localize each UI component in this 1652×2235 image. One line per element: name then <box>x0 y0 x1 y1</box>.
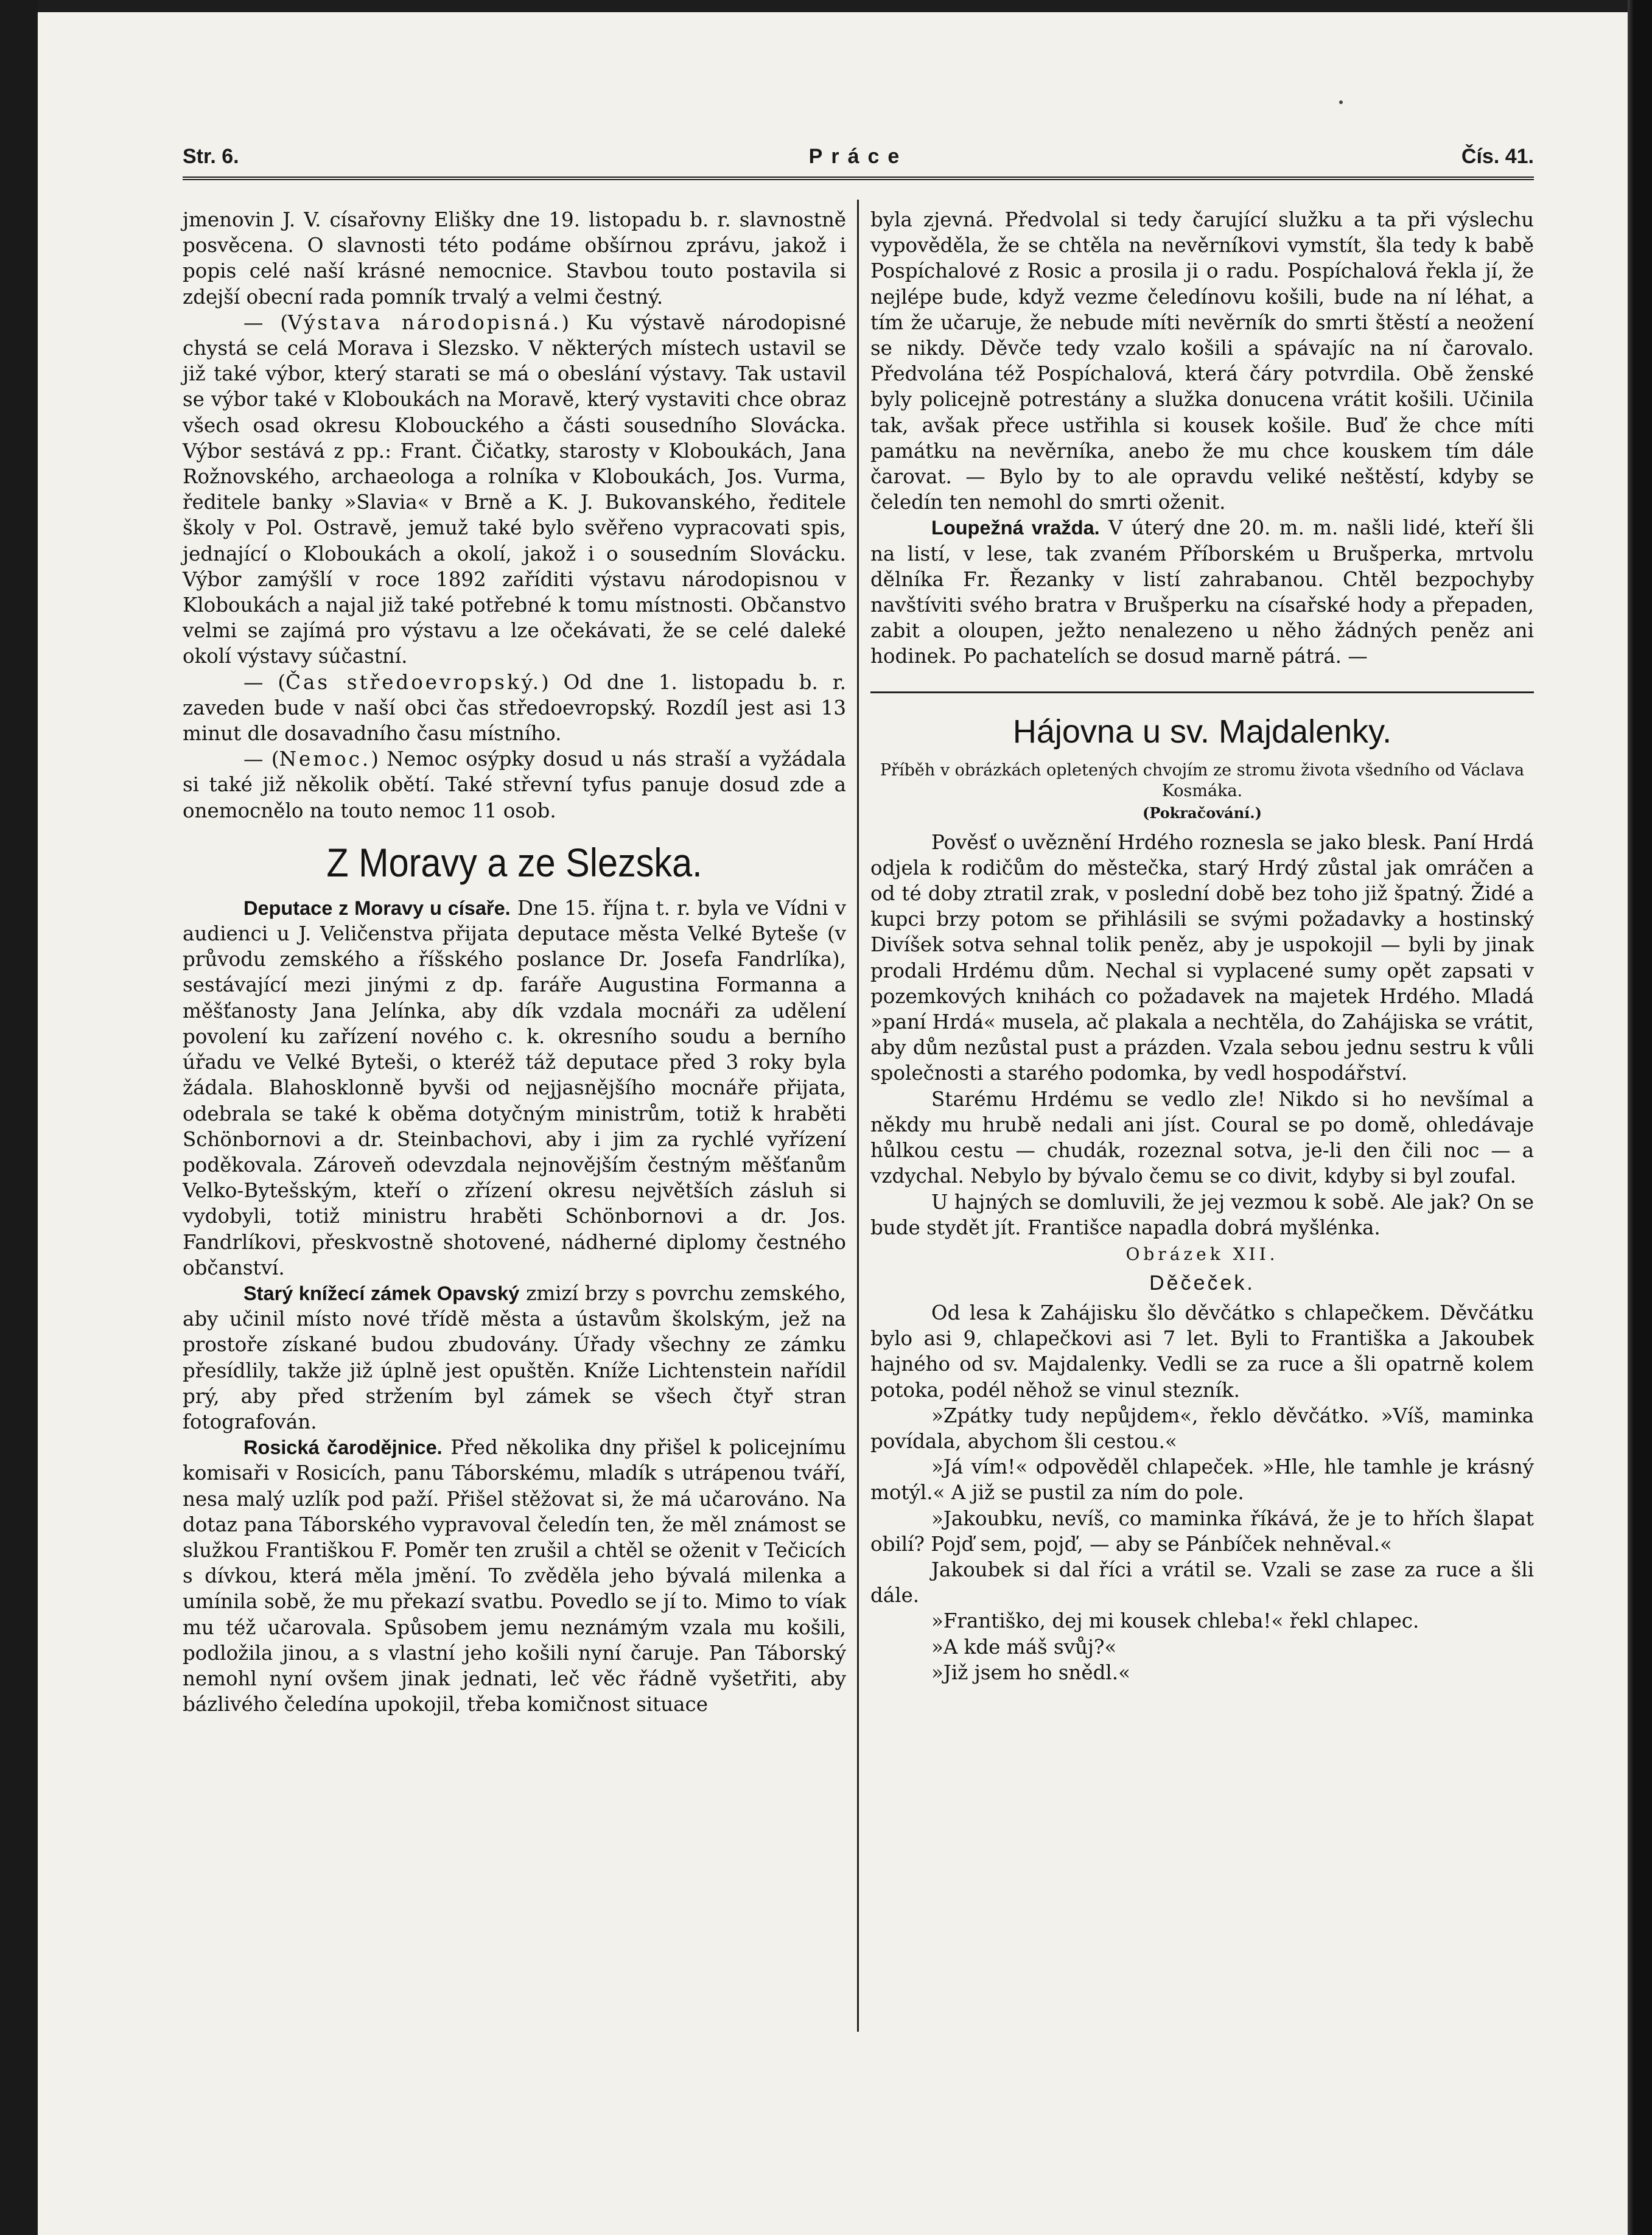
story-paragraph: »Již jsem ho snědl.« <box>931 1660 1130 1684</box>
article-heading: Loupežná vražda. <box>931 517 1100 539</box>
article-text: ) Ku výstavě národopisné chystá se celá Morava i Slezsko. V některých místech ustavil se již také výbor, který starati se má o obeslání výstavy. Tak ustavil se výbor také v Kloboukách na Moravě, který vystaviti chce obraz všech osad okresu Klobouckého a části sousedního Slovácka. Výbor sestává z pp.: Frant. Čičatky, starosty v Kloboukách, Jana Rožnovského, archaeologa a rolníka v Kloboukách, Jos. Vurma, ředitele banky »Slavia« v Brně a K. J. Bukovanského, ředitele školy v Pol. Ostravě, jemuž také bylo svěřeno vypracovati spis, jednající o Kloboukách a okolí, jakož i o sousedním Slovácku. Výbor zamýšlí v roce 1892 zaříditi výstavu národopisnou v Kloboukách a najal již také potřebné k tomu místnosti. Občanstvo velmi se zajímá pro výstavu a lze očekávati, že se celé daleké okolí výstavy súčastní. <box>183 310 846 668</box>
story-paragraph: Pověsť o uvěznění Hrdého roznesla se jako blesk. Paní Hrdá odjela k rodičům do městečka, starý Hrdý zůstal jak omráčen a od té doby ztratil zrak, v poslední době bez toho již špatný. Židé a kupci brzy potom se přihlásili se svými požadavky a hostinský Divíšek sotva sehnal tolik peněz, aby je uspokojil — byli by jinak prodali Hrdému dům. Nechal si vyplacené sumy opět zapsati v pozemkových knihách co požadavek na majetek Hrdého. Mladá »paní Hrdá« musela, ač plakala a nechtěla, do Zahájiska se vrátit, aby dům nezůstal pust a prázden. Vzala sebou jednu sestru k vůli společnosti a starého podomka, by vedl hospodářství. <box>870 830 1534 1085</box>
story-paragraph: »A kde máš svůj?« <box>931 1635 1117 1659</box>
article-paragraph <box>183 895 846 1281</box>
page-content <box>183 140 1534 2088</box>
article-paragraph <box>183 746 846 824</box>
page-header <box>183 140 1534 177</box>
article-text: zmizí brzy s povrchu zemského, aby učinil místo nové třídě města a ústavům školským, jež na prostoře získané budou zbudovány. Úřady všechny ze zámku přesídlily, takže již úplně jest opuštěn. Kníže Lichtenstein nařídil prý, aby před stržením byl zámek se všech čtyř stran fotografován. <box>183 1281 847 1433</box>
issue-number: Čís. 41. <box>1461 145 1534 168</box>
article-paragraph <box>870 515 1534 669</box>
article-heading: Výstava národopisná. <box>287 310 562 334</box>
article-text: V úterý dne 20. m. m. našli lidé, kteří šli na listí, v lese, tak zvaném Příborském u Brušperka, mrtvolu dělníka Fr. Řezanky v listí zahrabanou. Chtěl bezpochyby navštíviti svého bratra v Brušperku na císařské hody a přepaden, zabit a oloupen, ježto nenalezeno u něho žádných peněz ani hodinek. Po pachatelích se dosud marně pátrá. — <box>870 516 1535 668</box>
scan-edge-top <box>0 0 1652 12</box>
dash: — ( <box>243 670 286 694</box>
story-title: Hájovna u sv. Majdalenky. <box>1012 713 1392 750</box>
article-paragraph <box>183 1435 846 1717</box>
continued-note: (Pokračování.) <box>1143 803 1262 822</box>
section-title: Z Moravy a ze Slezska. <box>326 839 702 885</box>
story-paragraph: U hajných se domluvili, že jej vezmou k sobě. Ale jak? On se bude stydět jít. Františce napadla dobrá myšlénka. <box>870 1190 1534 1239</box>
article-text: Před několika dny přišel k policejnímu komisaři v Rosicích, panu Táborskému, mladík s utrápenou tváří, nesa malý uzlík pod paží. Přišel stěžovat si, že má učarováno. Na dotaz pana Táborského vypravoval čeledín ten, že měl známost se služkou Františkou F. Poměr ten zrušil a chtěl se oženit v Tečicích s dívkou, která měla jmění. To zvěděla jeho bývalá milenka a umínila sobě, že mu překazí svatbu. Povedlo se jí to. Mimo to víak mu též učarovala. Spůsobem jemu neznámým vzala mu košili, podložila jinou, a s vlastní jeho košili nyní čaruje. Pan Táborský nemohl nyní ovšem jinak jednati, leč věc řádně vyšetřiti, aby bázlivého čeledína upokojil, třeba komičnost situace <box>183 1436 846 1716</box>
story-paragraph: Od lesa k Zahájisku šlo děvčátko s chlapečkem. Děvčátku bylo asi 9, chlapečkovi asi 7 let. Byli to Františka a Jakoubek hajného od sv. Majdalenky. Vedli se za ruce a šli opatrně kolem potoka, podél něhož se vinul stezník. <box>870 1301 1534 1402</box>
article-heading: Deputace z Moravy u císaře. <box>243 897 511 919</box>
chapter-number: Obrázek XII. <box>1125 1243 1279 1264</box>
story-paragraph: »Františko, dej mi kousek chleba!« řekl chlapec. <box>931 1609 1419 1633</box>
left-column <box>183 207 846 1717</box>
header-rule <box>183 177 1534 180</box>
right-column <box>870 207 1534 1685</box>
article-text: ) Od dne 1. listopadu b. r. zaveden bude v naší obci čas středoevropský. Rozdíl jest asi 13 minut dle dosavadního času místního. <box>183 670 846 746</box>
article-text: Dne 15. října t. r. byla ve Vídni v audienci u J. Veličenstva přijata deputace města Velké Byteše (v průvodu zemského a říšského poslance Dr. Josefa Fandrlíka), sestávající mezi jinými z dp. faráře Augustina Formanna a měšťanosty Jana Jelínka, aby dík vzdala mocnáři za udělení povolení ku zařízení nového c. k. okresního soudu a berního úřadu ve Velké Byteši, o kteréž táž deputace před 3 roky byla žádala. Blahosklonně byvši od nejjasnějšího mocnáře přijata, odebrala se také k oběma dotyčným ministrům, totiž k hraběti Schönbornovi a dr. Steinbachovi, aby i jim za rychlé vyřízení poděkovala. Zároveň odevzdala nejnovějším čestným měšťanům Velko-Bytešským, kteří o zřízení okresu největších zásluh si vydobyli, totiž ministru hraběti Schönbornovi a dr. Jos. Fandrlíkovi, přeskvostně shotovené, nádherné diplomy čestného občanství. <box>183 896 846 1279</box>
article-heading: Čas středoevropský. <box>285 670 542 694</box>
scan-edge-left <box>0 0 38 2235</box>
section-rule <box>870 691 1534 693</box>
newspaper-title: Práce <box>808 145 908 168</box>
story-paragraph: »Jakoubku, nevíš, co maminka říkává, že je to hřích šlapat obilí? Pojď sem, pojď, — aby se Pánbíček nehněval.« <box>870 1506 1534 1556</box>
scan-edge-right <box>1628 0 1652 2235</box>
article-heading: Rosická čarodějnice. <box>243 1436 443 1459</box>
article-paragraph <box>183 310 846 670</box>
page-number: Str. 6. <box>183 145 239 168</box>
article-paragraph <box>183 1281 846 1435</box>
chapter-title: Děčeček. <box>1149 1271 1255 1295</box>
column-divider <box>857 200 859 2032</box>
article-paragraph: byla zjevná. Předvolal si tedy čarující služku a ta při výslechu vypověděla, že se chtěla na nevěrníkovi vymstít, šla tedy k babě Pospíchalové z Rosic a prosila ji o radu. Pospíchalová řekla jí, že nejlépe bude, když vezme čeledínovu košili, bude na ní léhat, a tím že učaruje, že nebude míti nevěrník do smrti štěstí a neožení se nikdy. Děvče tedy vzalo košili a spávajíc na ní čarovalo. Předvolána též Pospíchalová, která čáry potvrdila. Obě ženské byly policejně potrestány a služka donucena vrátit košili. Učinila tak, avšak přece ustřihla si kousek košile. Buď že chce míti památku na nevěrníka, anebo že mu chce kouskem tím dále čarovat. — Bylo by to ale opravdu veliké neštěstí, kdyby se čeledín ten nemohl do smrti oženit. <box>870 208 1534 514</box>
story-paragraph: Starému Hrdému se vedlo zle! Nikdo si ho nevšímal a někdy mu hrubě nedali ani jíst. Coural se po domě, ohledávaje hůlkou cestu — chudák, rozeznal sotva, je-li den čili noc — a vzdychal. Nebylo by bývalo čemu se co divit, kdyby si byl zoufal. <box>870 1087 1534 1188</box>
article-paragraph: jmenovin J. V. císařovny Elišky dne 19. listopadu b. r. slavnostně posvěcena. O slavnosti této podáme obšírnou zprávu, jakož i popis celé naší krásné nemocnice. Stavbou touto postavila si zdejší obecní rada pomník trvalý a velmi čestný. <box>183 208 846 309</box>
dash: — ( <box>243 747 279 771</box>
story-paragraph: Jakoubek si dal říci a vrátil se. Vzali se zase za ruce a šli dále. <box>870 1558 1534 1607</box>
article-text: ) Nemoc osýpky dosud u nás straší a vyžádala si také již několik obětí. Také střevní tyfus panuje dosud zde a onemocnělo na touto nemoc 11 osob. <box>183 747 846 822</box>
dash: — ( <box>243 310 288 334</box>
print-speck <box>1339 100 1343 104</box>
article-heading: Starý knížecí zámek Opavský <box>243 1282 520 1304</box>
article-paragraph <box>183 670 846 747</box>
story-subtitle: Příběh v obrázkách opletených chvojím ze stromu života všedního od Václava Kosmáka. <box>880 760 1525 800</box>
story-paragraph: »Zpátky tudy nepůjdem«, řeklo děvčátko. »Víš, maminka povídala, abychom šli cestou.« <box>870 1404 1534 1453</box>
article-heading: Nemoc. <box>279 747 371 771</box>
story-paragraph: »Já vím!« odpověděl chlapeček. »Hle, hle tamhle je krásný motýl.« A již se pustil za ním do pole. <box>870 1455 1534 1505</box>
